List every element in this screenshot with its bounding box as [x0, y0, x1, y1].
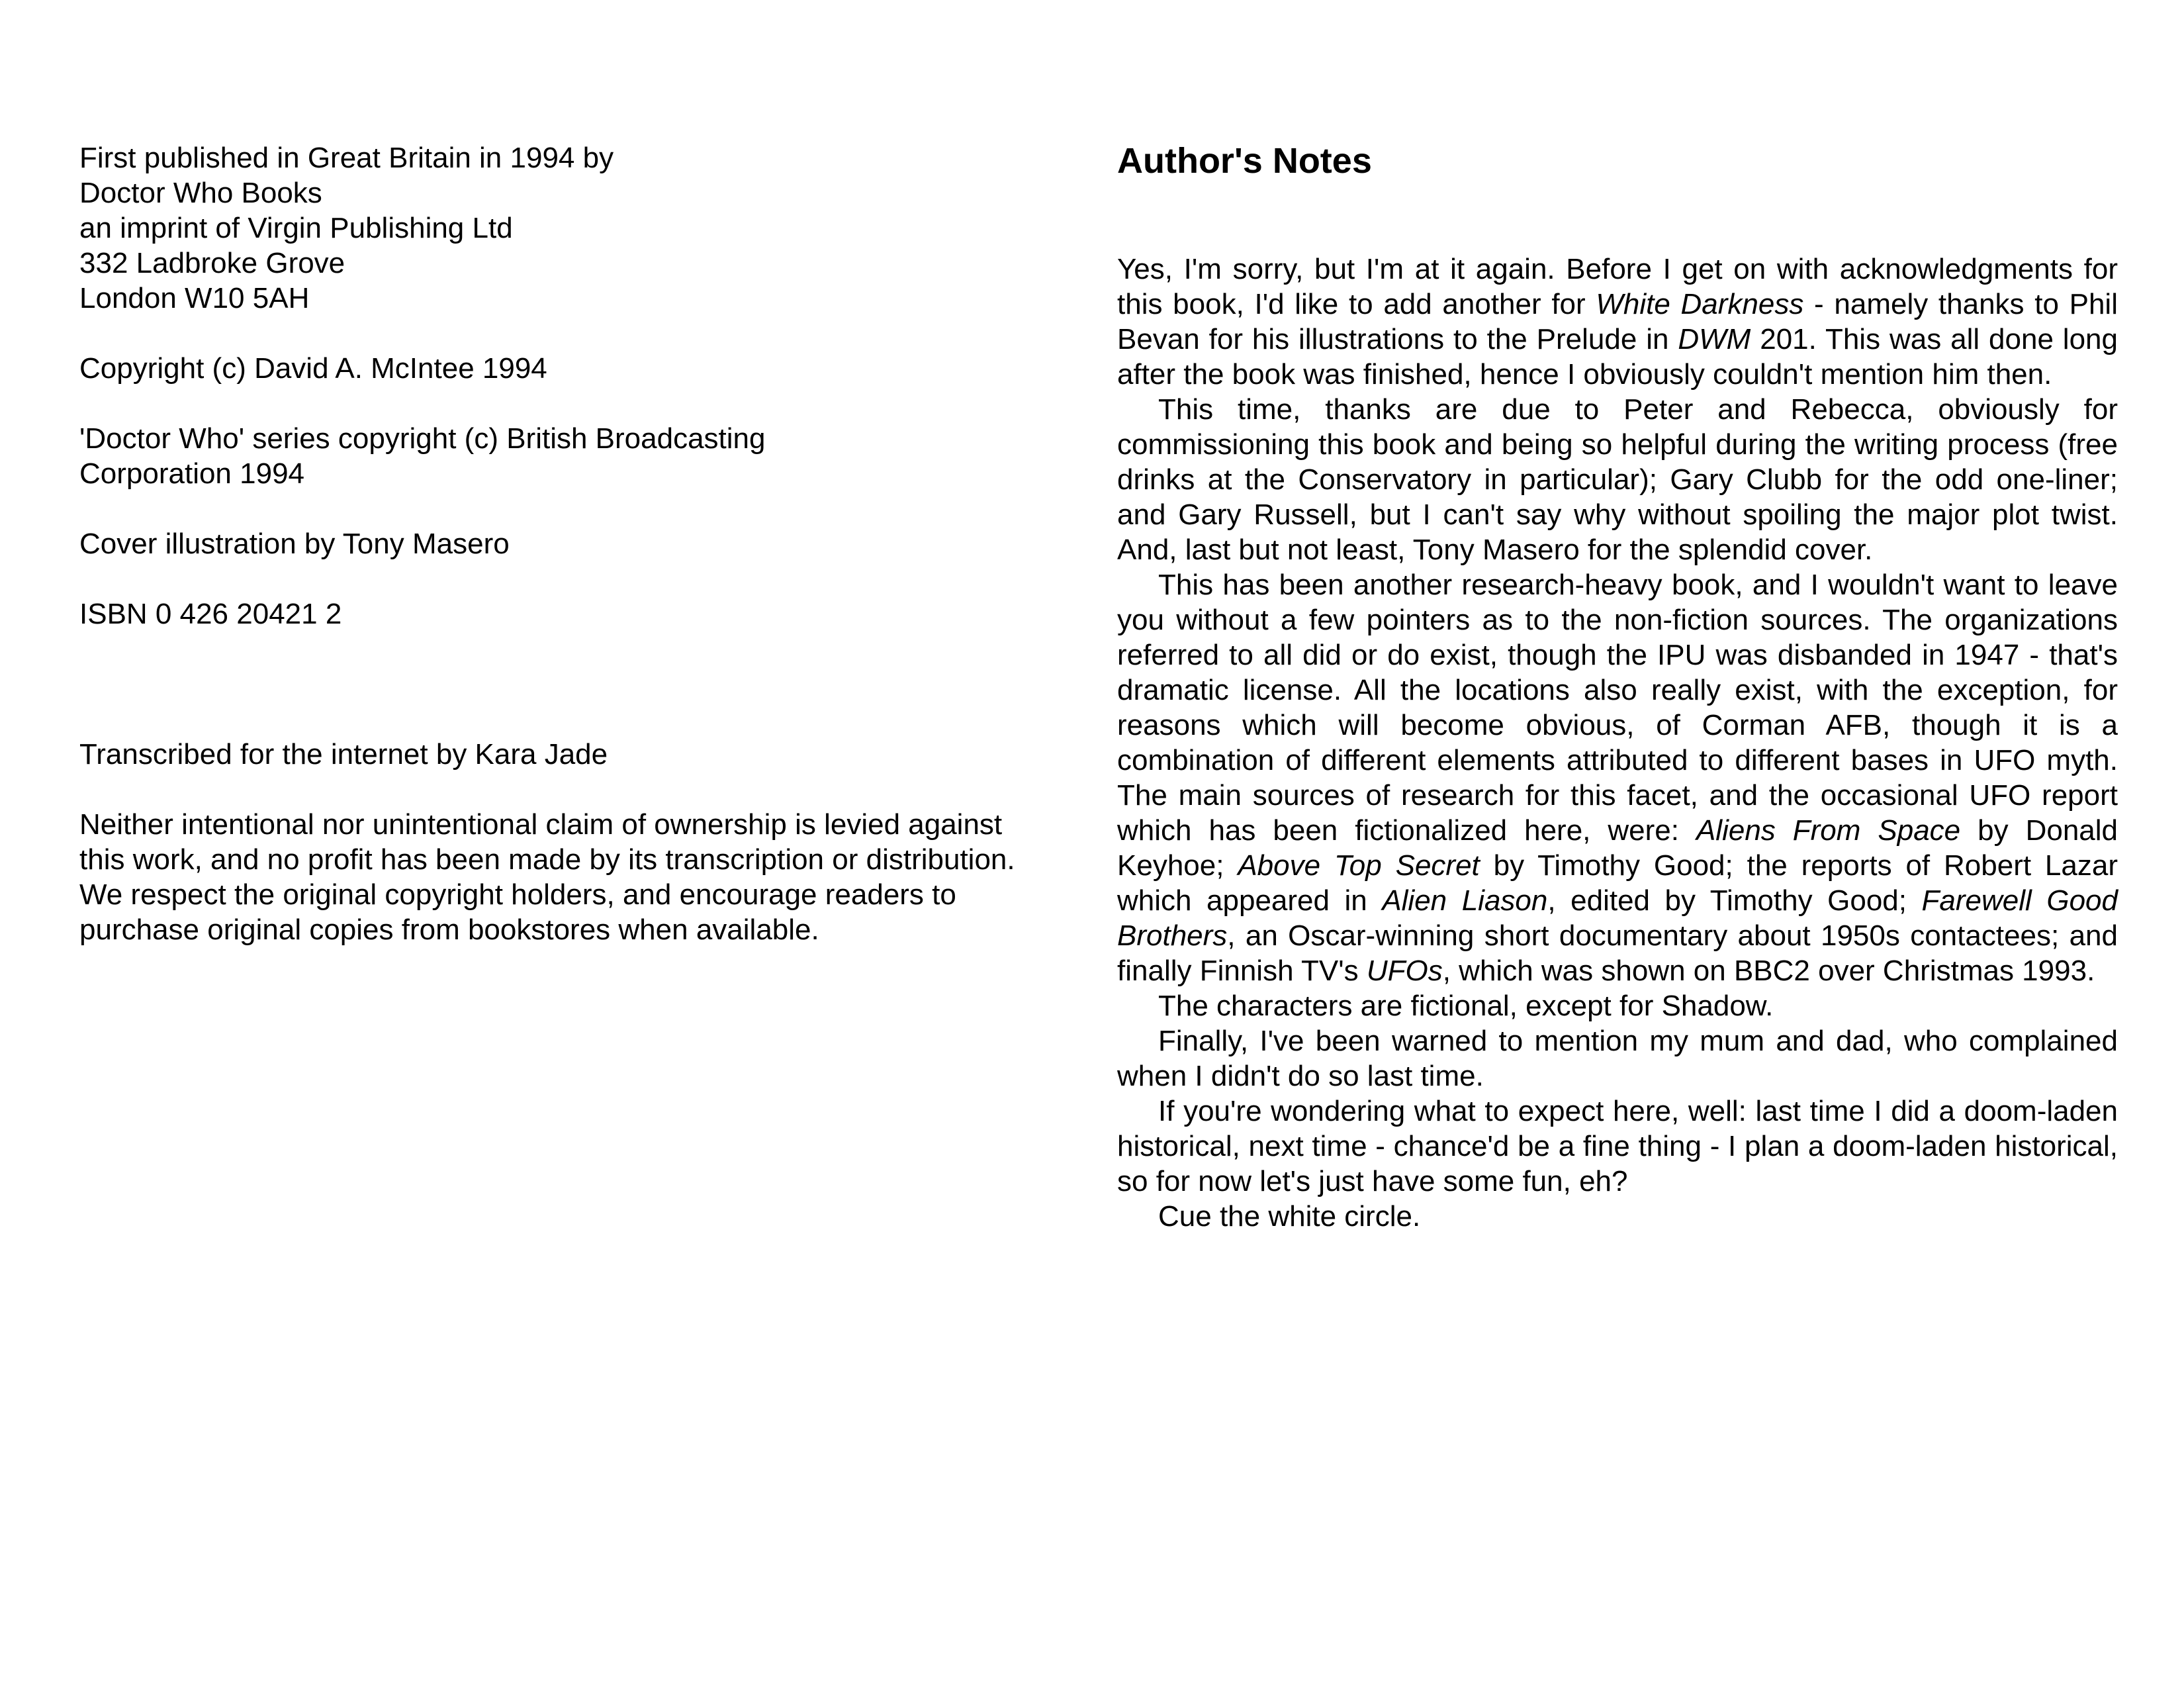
programme-title: UFOs [1366, 955, 1443, 987]
book-title: Alien Liason [1382, 884, 1548, 917]
text-run: - namely thanks to Phil Bevan for his illustrations to the Prelude in [1117, 288, 2118, 355]
text-run: , edited by Timothy Good; [1547, 884, 1922, 917]
spacer [79, 561, 1072, 596]
text-run: 201. This was all done long after the book was finished, hence I obviously couldn't mention him then. [1117, 323, 2118, 391]
text-run: by Timothy Good; the reports of Robert Lazar which appeared in [1117, 849, 2118, 917]
book-title: Above Top Secret [1238, 849, 1480, 882]
text-run: , which was shown on BBC2 over Christmas 1993. [1442, 955, 2095, 987]
paragraph-5: Finally, I've been warned to mention my mum and dad, who complained when I didn't do so last time. [1117, 1025, 2118, 1092]
disclaimer-line: Neither intentional nor unintentional claim of ownership is levied against [79, 808, 1003, 841]
disclaimer-line: purchase original copies from bookstores when available. [79, 914, 819, 946]
paragraph-1 [1117, 252, 2118, 392]
disclaimer-line: this work, and no profit has been made by its transcription or distribution. [79, 843, 1015, 876]
publisher-line: an imprint of Virgin Publishing Ltd [79, 212, 513, 244]
text-run: This has been another research-heavy book, and I wouldn't want to leave you without a few pointers as to the non-fiction sources. The organizations referred to all did or do exist, though the IPU was disbanded in 1947 - that's dramatic license. All the locations also really exist, with the exception, for reasons which will become obvious, of Corman AFB, though it is a combination of different elements attributed to different bases in UFO myth. The main sources of research for this facet, and the occasional UFO report which has been fictionalized here, were: [1117, 569, 2118, 847]
notes-body [1117, 252, 2118, 1234]
paragraph-4: The characters are fictional, except for Shadow. [1158, 990, 1774, 1022]
publisher-line: First published in Great Britain in 1994 by [79, 142, 614, 174]
book-title: Aliens From Space [1696, 814, 1961, 847]
publisher-line: Doctor Who Books [79, 177, 322, 209]
magazine-title: DWM [1678, 323, 1751, 355]
text-run: by Donald Keyhoe; [1117, 814, 2118, 882]
spacer [79, 316, 1072, 351]
text-run: Yes, I'm sorry, but I'm at it again. Before I get on with acknowledgments for this book, I'd like to add another for [1117, 253, 2118, 320]
series-copyright-line: Corporation 1994 [79, 457, 305, 490]
page-title: Author's Notes [1117, 141, 1372, 181]
text-run: , an Oscar-winning short documentary about 1950s contactees; and finally Finnish TV's [1117, 919, 2118, 987]
series-copyright-line: 'Doctor Who' series copyright (c) British Broadcasting [79, 422, 766, 455]
cover-credit: Cover illustration by Tony Masero [79, 528, 510, 560]
transcription-credit: Transcribed for the internet by Kara Jade [79, 738, 608, 771]
paragraph-6: If you're wondering what to expect here, well: last time I did a doom-laden historical, next time - chance'd be a fine thing - I plan a doom-laden historical, so for now let's just have some fun, eh? [1117, 1095, 2118, 1197]
isbn: ISBN 0 426 20421 2 [79, 598, 342, 630]
publisher-line: London W10 5AH [79, 282, 310, 314]
film-title: Farewell Good Brothers [1117, 884, 2118, 952]
spacer [79, 491, 1072, 526]
spacer [79, 772, 1072, 807]
authors-notes [1117, 139, 2118, 1234]
disclaimer-line: We respect the original copyright holders, and encourage readers to [79, 878, 956, 911]
paragraph-7: Cue the white circle. [1158, 1200, 1421, 1233]
spacer [79, 386, 1072, 421]
book-title: White Darkness [1596, 288, 1804, 320]
spacer [79, 632, 1072, 737]
publisher-line: 332 Ladbroke Grove [79, 247, 345, 279]
paragraph-3 [1117, 567, 2118, 988]
copyright-page [79, 140, 1072, 947]
copyright-notice: Copyright (c) David A. McIntee 1994 [79, 352, 547, 385]
paragraph-2: This time, thanks are due to Peter and Rebecca, obviously for commissioning this book and being so helpful during the writing process (free drinks at the Conservatory in particular); Gary Clubb for the odd one-liner; and Gary Russell, but I can't say why without spoiling the major plot twist. And, last but not least, Tony Masero for the splendid cover. [1117, 393, 2118, 566]
